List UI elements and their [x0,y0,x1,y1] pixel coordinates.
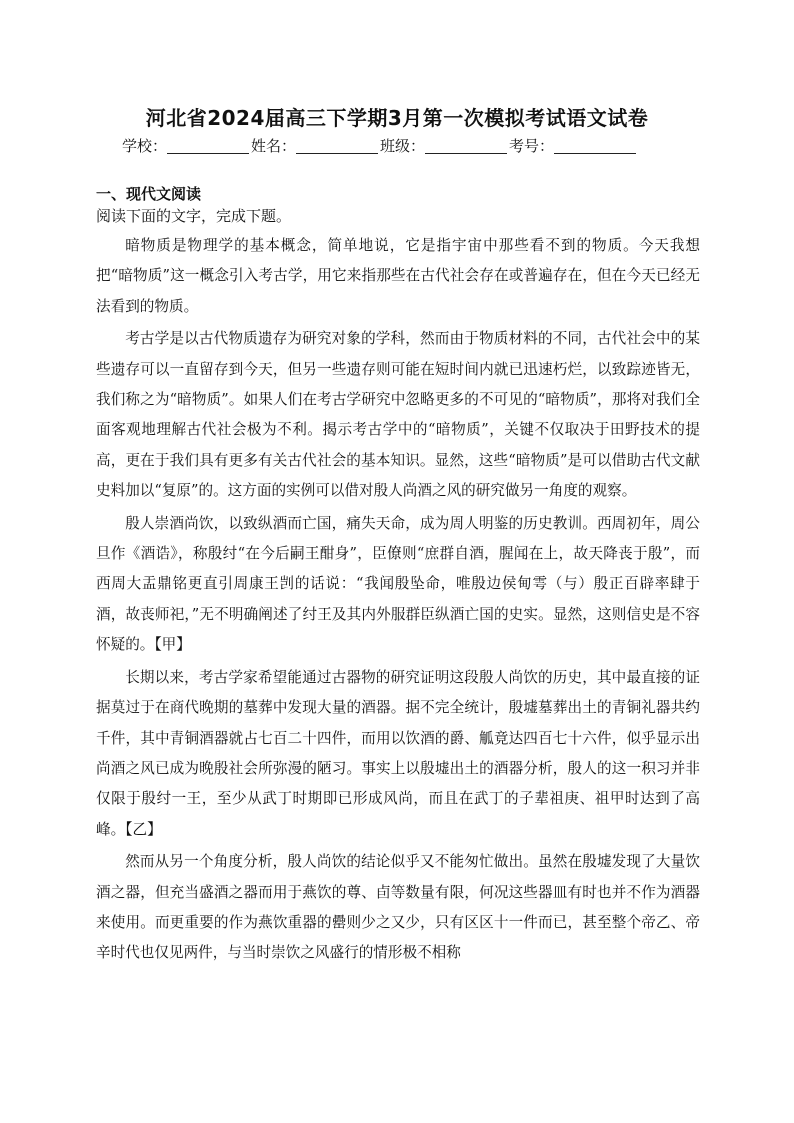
class-blank[interactable] [425,137,507,154]
school-blank[interactable] [167,137,249,154]
name-label: 姓名： [251,137,297,155]
passage-paragraph: 考古学是以古代物质遗存为研究对象的学科，然而由于物质材料的不同，古代社会中的某些遗存可以一直留存到今天，但另一些遗存则可能在短时间内就已迅速朽烂，以致踪迹皆无，我们称之为“暗物质”。如果人们在考古学研究中忽略更多的不可见的“暗物质”，那将对我们全面客观地理解古代社会极为不利。揭示考古学中的“暗物质”，关键不仅取决于田野技术的提高，更在于我们具有更多有关古代社会的基本知识。显然，这些“暗物质”是可以借助古代文献史料加以“复原”的。这方面的实例可以借对殷人尚酒之风的研究做另一角度的观察。 [96,330,700,500]
passage-paragraph: 殷人崇酒尚饮，以致纵酒而亡国，痛失天命，成为周人明鉴的历史教训。西周初年，周公旦作《酒诰》，称殷纣“在今后嗣王酣身”，臣僚则“庶群自酒，腥闻在上，故天降丧于殷”，而西周大盂鼎铭更直引周康王剀的话说：“我闻殷坠命，唯殷边侯甸雩（与）殷正百辟率肆于酒，故丧师祀，”无不明确阐述了纣王及其内外服群臣纵酒亡国的史实。显然，这则信史是不容怀疑的。【甲】 [96,514,700,654]
number-label: 考号： [509,137,555,155]
section-instruction: 阅读下面的文字，完成下题。 [96,207,292,225]
number-blank[interactable] [554,137,636,154]
passage-paragraph: 长期以来，考古学家希望能通过古器物的研究证明这段殷人尚饮的历史，其中最直接的证据莫过于在商代晚期的墓葬中发现大量的酒器。据不完全统计，殷墟墓葬出土的青铜礼器共约千件，其中青铜酒器就占七百二十四件，而用以饮酒的爵、觚竟达四百七十六件，似乎显示出尚酒之风已成为晚殷社会所弥漫的陋习。事实上以殷墟出土的酒器分析，殷人的这一积习并非仅限于殷纣一王，至少从武丁时期即已形成风尚，而且在武丁的子辈祖庚、祖甲时达到了高峰。【乙】 [96,668,700,838]
reading-passage [96,231,700,971]
student-info-row [122,135,638,156]
passage-paragraph: 然而从另一个角度分析，殷人尚饮的结论似乎又不能匆忙做出。虽然在殷墟发现了大量饮酒之器，但充当盛酒之器而用于燕饮的尊、卣等数量有限，何况这些器皿有时也并不作为酒器来使用。而更重要的作为燕饮重器的罍则少之又少，只有区区十一件而已，甚至整个帝乙、帝辛时代也仅见两件，与当时崇饮之风盛行的情形极不相称 [96,853,700,962]
exam-title: 河北省2024届高三下学期3月第一次模拟考试语文试卷 [145,106,649,130]
class-label: 班级： [380,137,426,155]
section-heading: 一、现代文阅读 [96,185,202,203]
passage-paragraph: 暗物质是物理学的基本概念，简单地说，它是指宇宙中那些看不到的物质。今天我想把“暗物质”这一概念引入考古学，用它来指那些在古代社会存在或普遍存在，但在今天已经无法看到的物质。 [96,237,700,315]
name-blank[interactable] [296,137,378,154]
school-label: 学校： [122,137,168,155]
